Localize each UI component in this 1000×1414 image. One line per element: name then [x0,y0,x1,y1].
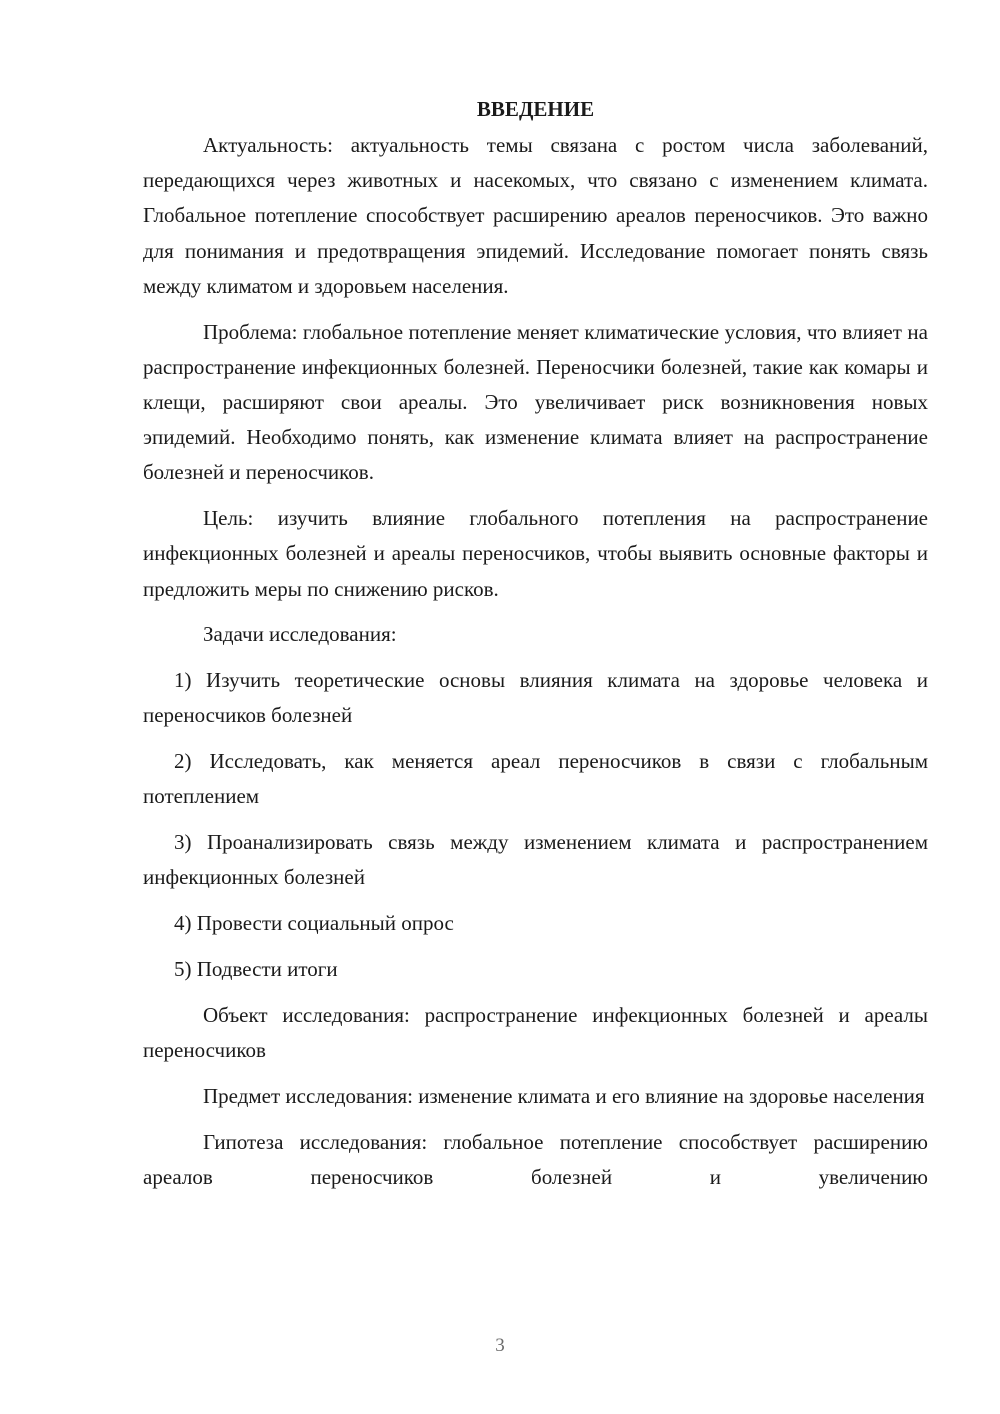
paragraph-relevance: Актуальность: актуальность темы связана с ростом числа заболеваний, передающихся через животных и насекомых, что связано с изменением климата. Глобальное потепление способствует расширению ареалов переносчиков. Это важно для понимания и предотвращения эпидемий. Исследование помогает понять связь между климатом и здоровьем населения. [143,133,928,298]
task-item-2: 2) Исследовать, как меняется ареал переносчиков в связи с глобальным потеплением [143,749,928,809]
task-item-4: 4) Провести социальный опрос [174,911,454,936]
document-page [143,92,928,1195]
page-number: 3 [495,1335,505,1356]
task-item-3: 3) Проанализировать связь между изменением климата и распространением инфекционных болезней [143,830,928,890]
paragraph-hypothesis: Гипотеза исследования: глобальное потепление способствует расширению ареалов переносчиков болезней и увеличению [143,1129,928,1189]
paragraph-problem: Проблема: глобальное потепление меняет климатические условия, что влияет на распространение инфекционных болезней. Переносчики болезней, такие как комары и клещи, расширяют свои ареалы. Это увеличивает риск возникновения новых эпидемий. Необходимо понять, как изменение климата влияет на распространение болезней и переносчиков. [143,319,928,485]
paragraph-goal: Цель: изучить влияние глобального потепления на распространение инфекционных болезней и ареалы переносчиков, чтобы выявить основные факторы и предложить меры по снижению рисков. [143,506,928,601]
paragraph-tasks-heading: Задачи исследования: [203,622,397,647]
paragraph-object: Объект исследования: распространение инфекционных болезней и ареалы переносчиков [143,1002,928,1063]
paragraph-subject: Предмет исследования: изменение климата и его влияние на здоровье населения [203,1083,925,1108]
section-title: ВВЕДЕНИЕ [476,97,595,121]
task-item-5: 5) Подвести итоги [174,957,338,982]
task-item-1: 1) Изучить теоретические основы влияния климата на здоровье человека и переносчиков болезней [143,668,928,728]
